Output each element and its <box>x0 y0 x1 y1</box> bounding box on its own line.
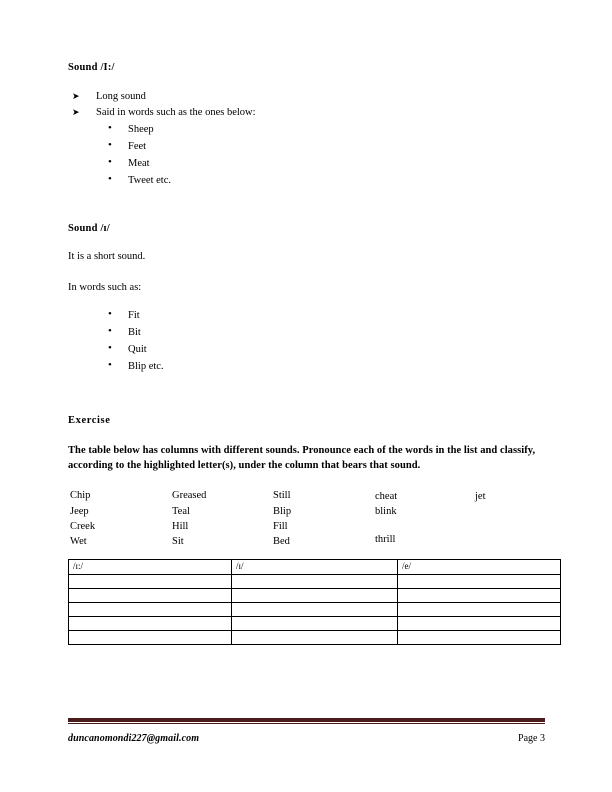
word-bank-item: Bed <box>273 535 290 547</box>
section-spacer <box>68 375 546 415</box>
section-heading-label: Sound <box>68 223 101 235</box>
word-bank-item: cheat <box>375 490 398 502</box>
list-item-label: Feet <box>128 141 147 153</box>
table-header-cell-sound-2: /ɪ/ <box>232 559 398 574</box>
exercise-spacer <box>68 426 546 444</box>
word-bank-item: Chip <box>70 489 91 501</box>
list-item <box>68 105 546 121</box>
exercise-instruction: The table below has columns with different sounds. Pronounce each of the words in the list and classify, according to the highlighted letter(s), under the column that bears that sound. <box>68 445 536 471</box>
table-cell[interactable] <box>69 574 232 588</box>
word-bank-item: Creek <box>70 520 96 532</box>
list-item <box>68 358 546 375</box>
table-cell[interactable] <box>398 574 561 588</box>
list-item-label: Tweet etc. <box>128 175 171 187</box>
footer-page-number: Page 3 <box>518 733 545 744</box>
arrow-bullet-icon: ➤ <box>72 90 80 101</box>
round-bullet-icon: • <box>108 156 112 169</box>
table-row[interactable] <box>69 588 561 602</box>
word-bank-grid <box>68 491 546 553</box>
table-cell[interactable] <box>69 588 232 602</box>
table-cell[interactable] <box>398 616 561 630</box>
section-heading-label: Sound <box>68 62 101 73</box>
word-bank-item: thrill <box>375 533 396 545</box>
section-heading-ipa: /ɪ/ <box>100 223 110 235</box>
table-cell[interactable] <box>232 602 398 616</box>
list-item <box>68 155 546 172</box>
list-item-label: Fit <box>128 310 140 321</box>
round-bullet-icon: • <box>108 325 112 337</box>
list-item <box>68 307 546 324</box>
footer-row <box>68 733 545 744</box>
table-cell[interactable] <box>69 630 232 644</box>
table-cell[interactable] <box>232 616 398 630</box>
word-bank-item: Blip <box>273 505 292 517</box>
list-item-label: Meat <box>128 158 150 170</box>
list-item-label: Bit <box>128 327 141 338</box>
table-cell[interactable] <box>69 602 232 616</box>
exercise-heading: Exercise <box>68 415 111 426</box>
list-item-label: Quit <box>128 344 147 355</box>
round-bullet-icon: • <box>108 342 112 354</box>
paragraph-spacer <box>68 295 546 307</box>
word-bank-item: Still <box>273 489 291 501</box>
list-item <box>68 89 546 105</box>
word-bank-item: Teal <box>172 505 190 517</box>
word-bank-item: Greased <box>172 489 207 501</box>
short-i-word-list <box>68 307 546 375</box>
classification-table-body <box>69 559 561 644</box>
page-footer <box>68 718 545 744</box>
round-bullet-icon: • <box>108 359 112 371</box>
arrow-bullet-icon: ➤ <box>72 106 80 117</box>
page-content <box>68 62 546 645</box>
long-i-word-list <box>68 121 546 189</box>
table-cell[interactable] <box>232 630 398 644</box>
word-bank-item: blink <box>375 505 397 517</box>
list-item-label: Sheep <box>128 124 154 136</box>
list-item <box>68 121 546 138</box>
word-bank-item: Fill <box>273 520 288 532</box>
word-bank-item: Wet <box>70 535 87 547</box>
table-cell[interactable] <box>232 574 398 588</box>
word-bank-item: jet <box>475 490 486 502</box>
table-row[interactable] <box>69 602 561 616</box>
round-bullet-icon: • <box>108 173 112 186</box>
footer-rule-thin <box>68 723 545 724</box>
table-header-cell-sound-3: /e/ <box>398 559 561 574</box>
paragraph-spacer <box>68 263 546 281</box>
word-bank-item: Sit <box>172 535 184 547</box>
footer-email: duncanomondi227@gmail.com <box>68 733 200 744</box>
short-i-description: It is a short sound. <box>68 250 146 262</box>
table-row[interactable] <box>69 574 561 588</box>
long-i-arrow-list <box>68 89 546 122</box>
short-i-lead-in: In words such as: <box>68 282 142 294</box>
section-heading-ipa: /I:/ <box>100 62 115 73</box>
list-item <box>68 341 546 358</box>
table-cell[interactable] <box>398 602 561 616</box>
table-row[interactable] <box>69 616 561 630</box>
table-row[interactable] <box>69 630 561 644</box>
round-bullet-icon: • <box>108 139 112 152</box>
list-item <box>68 324 546 341</box>
round-bullet-icon: • <box>108 122 112 135</box>
section-heading-long-i <box>68 62 546 75</box>
table-cell[interactable] <box>398 588 561 602</box>
exercise-spacer <box>68 474 546 491</box>
list-item <box>68 138 546 155</box>
table-cell[interactable] <box>398 630 561 644</box>
section-heading-short-i <box>68 223 546 236</box>
table-cell[interactable] <box>69 616 232 630</box>
round-bullet-icon: • <box>108 308 112 320</box>
list-item-label: Long sound <box>96 90 146 102</box>
list-item-label: Blip etc. <box>128 361 164 372</box>
section-spacer <box>68 189 546 223</box>
table-cell[interactable] <box>232 588 398 602</box>
word-bank-item: Jeep <box>70 505 89 517</box>
list-item-label: Said in words such as the ones below: <box>96 106 256 118</box>
table-header-cell-sound-1: /ɪ:/ <box>69 559 232 574</box>
word-bank-item: Hill <box>172 520 189 532</box>
table-header-row <box>69 559 561 574</box>
list-item <box>68 172 546 189</box>
classification-table <box>68 559 561 645</box>
